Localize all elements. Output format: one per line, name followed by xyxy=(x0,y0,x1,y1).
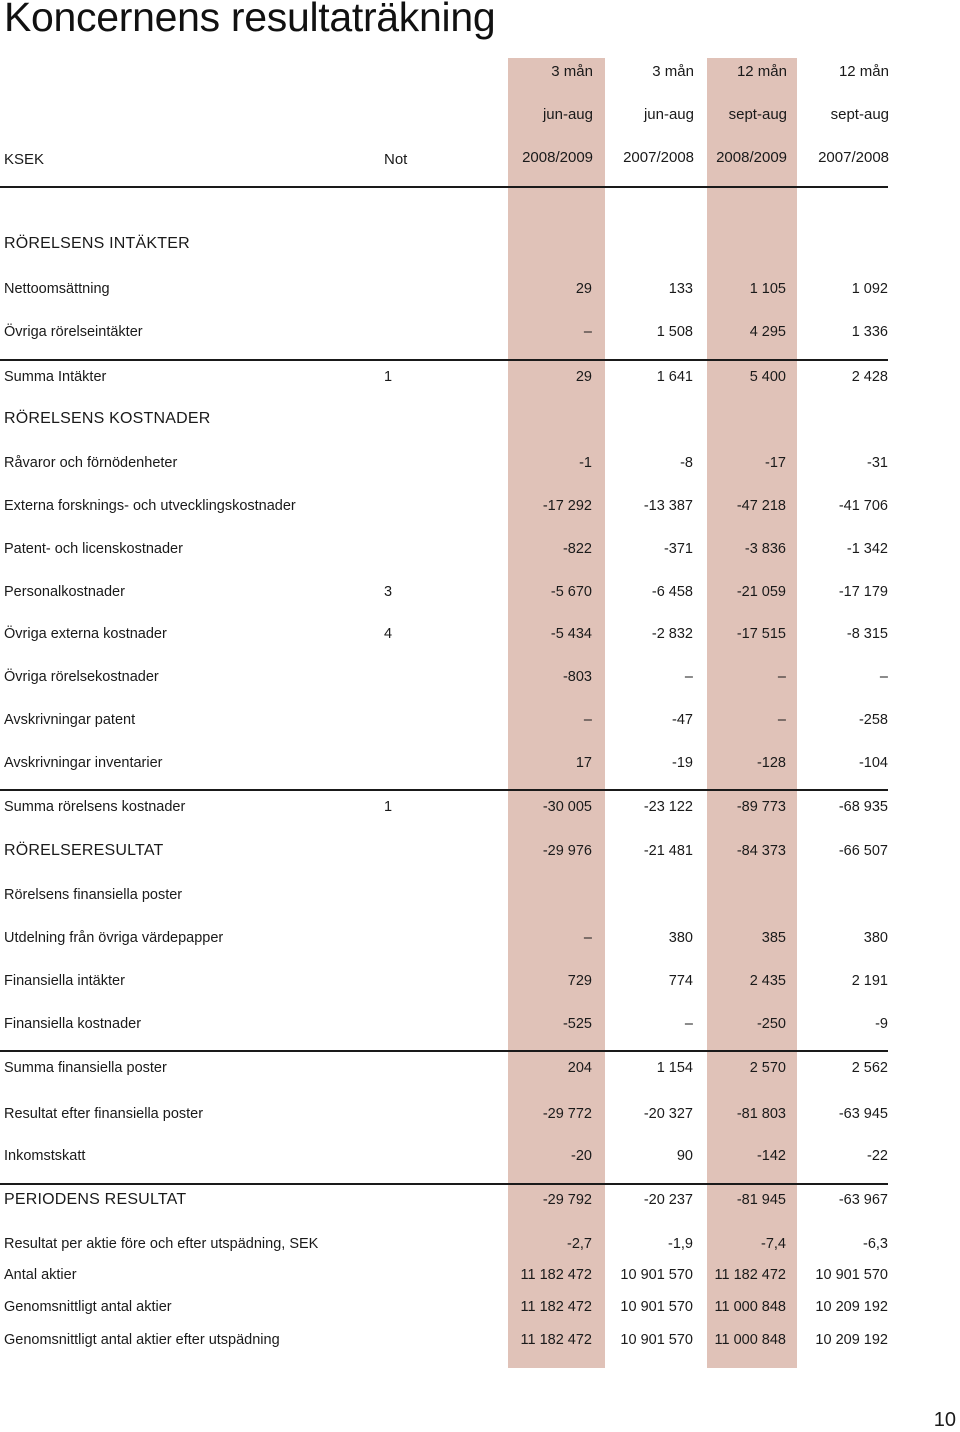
row-value-col-1: -803 xyxy=(562,669,592,685)
row-value-col-1: 17 xyxy=(575,755,592,771)
row-value-col-1: 204 xyxy=(567,1060,592,1076)
row-label: RÖRELSENS KOSTNADER xyxy=(4,410,211,427)
row-value-col-3: 11 182 472 xyxy=(714,1267,786,1283)
row-label: Summa Intäkter xyxy=(4,369,107,385)
row-label: PERIODENS RESULTAT xyxy=(4,1191,187,1208)
row-label: Resultat efter finansiella poster xyxy=(4,1106,204,1122)
row-label: Råvaror och förnödenheter xyxy=(4,455,178,471)
row-value-col-2: -2 832 xyxy=(651,626,693,642)
row-value-col-4: -22 xyxy=(867,1148,888,1164)
row-value-col-1: -29 976 xyxy=(542,843,592,859)
row-value-col-3: – xyxy=(777,669,786,685)
row-value-col-1: -1 xyxy=(579,455,592,471)
row-label: Summa rörelsens kostnader xyxy=(4,799,186,815)
row-value-col-4: -63 945 xyxy=(838,1106,888,1122)
row-value-col-1: -525 xyxy=(562,1016,592,1032)
row-value-col-2: 90 xyxy=(676,1148,693,1164)
row-value-col-1: 11 182 472 xyxy=(520,1332,592,1348)
row-value-col-2: -23 122 xyxy=(643,799,693,815)
row-value-col-3: 2 435 xyxy=(749,973,786,989)
row-value-col-2: 1 641 xyxy=(656,369,693,385)
row-value-col-1: – xyxy=(583,930,592,946)
row-value-col-4: -66 507 xyxy=(838,843,888,859)
row-value-col-3: 4 295 xyxy=(749,324,786,340)
row-value-col-2: -47 xyxy=(672,712,693,728)
row-note: 1 xyxy=(384,369,393,385)
row-value-col-2: 133 xyxy=(668,281,693,297)
row-value-col-3: -81 945 xyxy=(736,1192,786,1208)
row-value-col-3: – xyxy=(777,712,786,728)
row-value-col-3: 1 105 xyxy=(749,281,786,297)
row-value-col-4: 2 562 xyxy=(851,1060,888,1076)
row-value-col-2: 1 154 xyxy=(656,1060,693,1076)
row-value-col-4: -258 xyxy=(858,712,888,728)
row-label: Övriga rörelsekostnader xyxy=(4,669,159,685)
row-value-col-3: 11 000 848 xyxy=(714,1332,786,1348)
row-value-col-3: -128 xyxy=(756,755,786,771)
row-value-col-3: -81 803 xyxy=(736,1106,786,1122)
row-value-col-1: -2,7 xyxy=(567,1236,592,1252)
row-label: Avskrivningar inventarier xyxy=(4,755,163,771)
row-value-col-1: 11 182 472 xyxy=(520,1267,592,1283)
row-label: Inkomstskatt xyxy=(4,1148,86,1164)
row-value-col-3: -89 773 xyxy=(736,799,786,815)
row-label: Externa forsknings- och utvecklingskostnader xyxy=(4,498,296,514)
row-value-col-4: -1 342 xyxy=(846,541,888,557)
row-label: Rörelsens finansiella poster xyxy=(4,887,183,903)
row-value-col-2: -19 xyxy=(672,755,693,771)
row-label: Övriga externa kostnader xyxy=(4,626,167,642)
header-period-1: 3 mån xyxy=(551,63,593,80)
row-value-col-2: -6 458 xyxy=(651,584,693,600)
row-label: Utdelning från övriga värdepapper xyxy=(4,930,224,946)
row-value-col-2: -20 327 xyxy=(643,1106,693,1122)
row-value-col-4: – xyxy=(879,669,888,685)
row-value-col-4: 1 336 xyxy=(851,324,888,340)
header-ksek: KSEK xyxy=(4,151,45,168)
row-value-col-3: -17 xyxy=(765,455,786,471)
header-not: Not xyxy=(384,151,408,168)
header-year-2: 2007/2008 xyxy=(623,149,694,166)
row-value-col-2: -21 481 xyxy=(643,843,693,859)
row-value-col-4: 10 209 192 xyxy=(815,1332,888,1348)
row-rule xyxy=(0,1050,888,1052)
row-value-col-3: -21 059 xyxy=(736,584,786,600)
row-value-col-3: -3 836 xyxy=(744,541,786,557)
row-value-col-1: – xyxy=(583,324,592,340)
row-label: Övriga rörelseintäkter xyxy=(4,324,143,340)
row-value-col-1: -29 772 xyxy=(542,1106,592,1122)
row-value-col-2: -20 237 xyxy=(643,1192,693,1208)
row-value-col-1: -20 xyxy=(571,1148,592,1164)
row-value-col-3: -142 xyxy=(756,1148,786,1164)
row-value-col-2: -8 xyxy=(680,455,693,471)
row-rule xyxy=(0,1183,888,1185)
row-rule xyxy=(0,359,888,361)
row-label: RÖRELSERESULTAT xyxy=(4,842,164,859)
row-value-col-4: 1 092 xyxy=(851,281,888,297)
row-label: Antal aktier xyxy=(4,1267,77,1283)
row-value-col-2: -1,9 xyxy=(668,1236,693,1252)
row-value-col-2: – xyxy=(684,669,693,685)
row-label: Genomsnittligt antal aktier efter utspädning xyxy=(4,1332,280,1348)
row-value-col-1: -30 005 xyxy=(542,799,592,815)
row-note: 4 xyxy=(384,626,393,642)
row-value-col-1: – xyxy=(583,712,592,728)
header-rule xyxy=(0,186,888,188)
row-label: Personalkostnader xyxy=(4,584,125,600)
row-label: RÖRELSENS INTÄKTER xyxy=(4,235,190,252)
row-label: Summa finansiella poster xyxy=(4,1060,167,1076)
row-value-col-2: -13 387 xyxy=(643,498,693,514)
row-value-col-4: -31 xyxy=(867,455,888,471)
header-months-2: jun-aug xyxy=(643,106,694,123)
row-value-col-4: -9 xyxy=(875,1016,888,1032)
page-title: Koncernens resultaträkning xyxy=(4,0,496,40)
row-value-col-3: -250 xyxy=(756,1016,786,1032)
row-note: 3 xyxy=(384,584,393,600)
row-value-col-1: -5 670 xyxy=(550,584,592,600)
row-value-col-4: -17 179 xyxy=(838,584,888,600)
header-period-3: 12 mån xyxy=(736,63,787,80)
header-period-4: 12 mån xyxy=(838,63,889,80)
row-value-col-3: -17 515 xyxy=(736,626,786,642)
row-label: Avskrivningar patent xyxy=(4,712,136,728)
row-value-col-2: 10 901 570 xyxy=(620,1332,693,1348)
header-months-1: jun-aug xyxy=(542,106,593,123)
row-value-col-2: 10 901 570 xyxy=(620,1267,693,1283)
row-value-col-3: 2 570 xyxy=(749,1060,786,1076)
header-year-4: 2007/2008 xyxy=(818,149,889,166)
header-period-2: 3 mån xyxy=(652,63,694,80)
row-value-col-1: -5 434 xyxy=(550,626,592,642)
row-note: 1 xyxy=(384,799,393,815)
row-value-col-3: -47 218 xyxy=(736,498,786,514)
header-months-4: sept-aug xyxy=(830,106,889,123)
page-number: 10 xyxy=(933,1409,956,1431)
row-value-col-4: -41 706 xyxy=(838,498,888,514)
row-value-col-3: -84 373 xyxy=(736,843,786,859)
row-value-col-2: 10 901 570 xyxy=(620,1299,693,1315)
row-value-col-2: – xyxy=(684,1016,693,1032)
header-months-3: sept-aug xyxy=(728,106,787,123)
row-value-col-1: 29 xyxy=(575,281,592,297)
row-label: Genomsnittligt antal aktier xyxy=(4,1299,172,1315)
row-value-col-4: -68 935 xyxy=(838,799,888,815)
row-value-col-1: 11 182 472 xyxy=(520,1299,592,1315)
row-value-col-4: 380 xyxy=(863,930,888,946)
row-value-col-3: 385 xyxy=(761,930,786,946)
row-label: Nettoomsättning xyxy=(4,281,110,297)
header-year-3: 2008/2009 xyxy=(716,149,787,166)
row-rule xyxy=(0,789,888,791)
row-value-col-2: 380 xyxy=(668,930,693,946)
row-label: Finansiella kostnader xyxy=(4,1016,142,1032)
row-value-col-3: -7,4 xyxy=(761,1236,786,1252)
row-value-col-1: -29 792 xyxy=(542,1192,592,1208)
row-value-col-4: 10 901 570 xyxy=(815,1267,888,1283)
row-label: Patent- och licenskostnader xyxy=(4,541,183,557)
row-value-col-3: 11 000 848 xyxy=(714,1299,786,1315)
row-value-col-4: -6,3 xyxy=(863,1236,888,1252)
row-value-col-3: 5 400 xyxy=(749,369,786,385)
row-value-col-1: -17 292 xyxy=(542,498,592,514)
row-value-col-4: 2 191 xyxy=(851,973,888,989)
row-value-col-1: -822 xyxy=(562,541,592,557)
row-value-col-2: 1 508 xyxy=(656,324,693,340)
row-value-col-4: 2 428 xyxy=(851,369,888,385)
row-value-col-4: -104 xyxy=(858,755,888,771)
header-year-1: 2008/2009 xyxy=(522,149,593,166)
row-value-col-4: -63 967 xyxy=(838,1192,888,1208)
row-value-col-4: -8 315 xyxy=(846,626,888,642)
row-value-col-2: 774 xyxy=(668,973,693,989)
row-value-col-1: 29 xyxy=(575,369,592,385)
row-label: Finansiella intäkter xyxy=(4,973,125,989)
row-label: Resultat per aktie före och efter utspädning, SEK xyxy=(4,1236,319,1252)
row-value-col-2: -371 xyxy=(663,541,693,557)
row-value-col-4: 10 209 192 xyxy=(815,1299,888,1315)
row-value-col-1: 729 xyxy=(567,973,592,989)
